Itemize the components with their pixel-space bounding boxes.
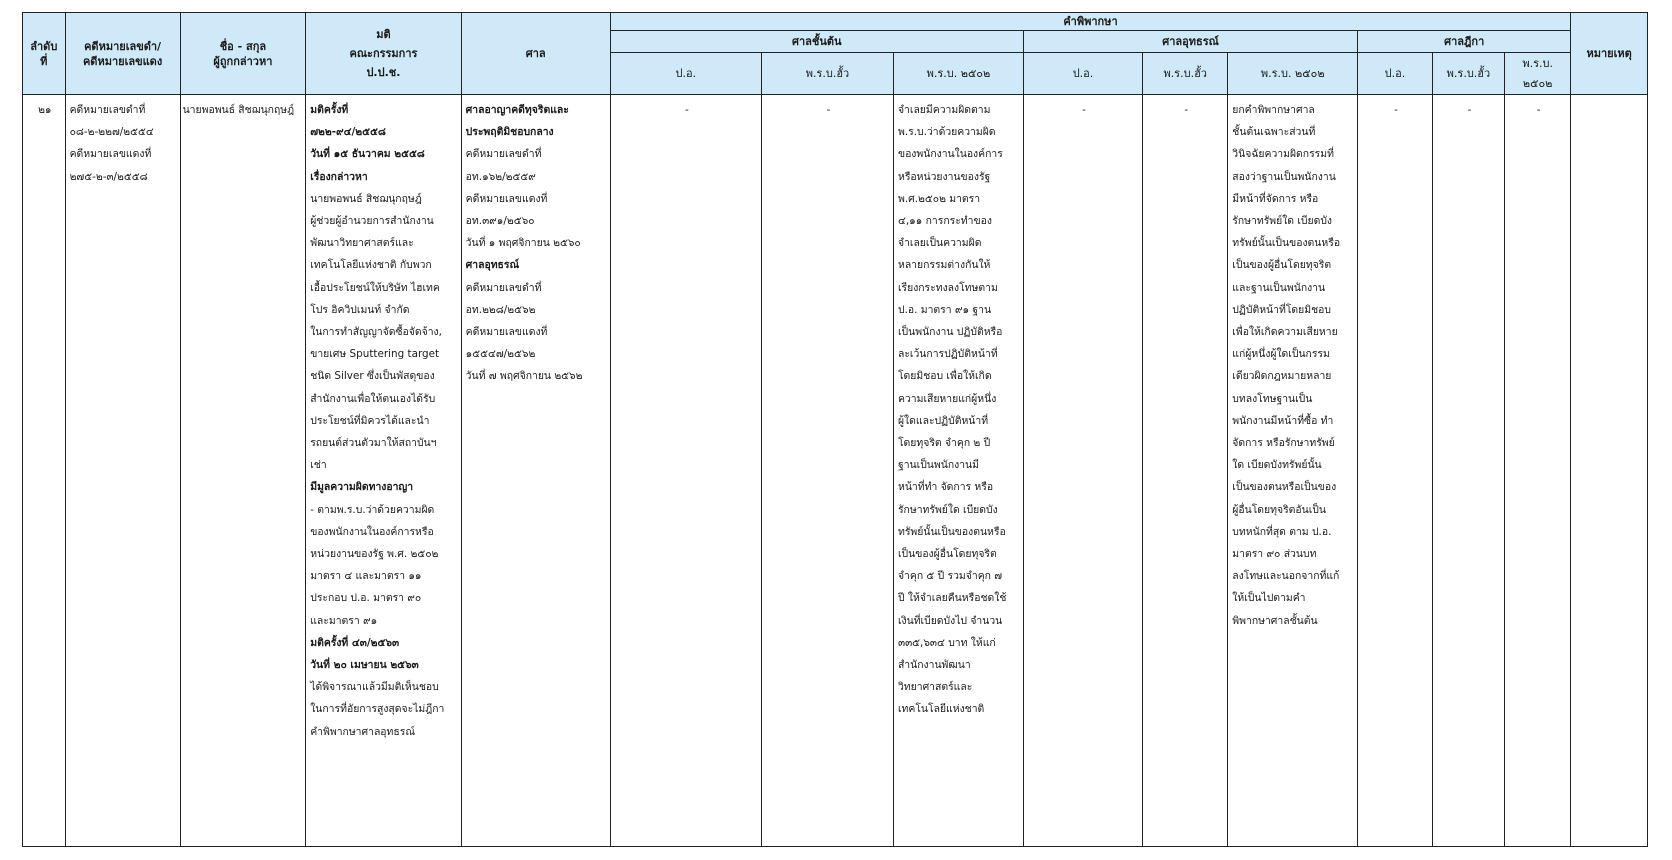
text-line: ผู้ช่วยผู้อำนวยการสำนักงาน <box>310 215 434 228</box>
text-line: มีหน้าที่จัดการ หรือ <box>1232 192 1319 205</box>
text-line: สองว่าฐานเป็นพนักงาน <box>1232 170 1336 183</box>
text-line: เป็นพนักงาน ปฏิบัติหรือ <box>897 326 1003 339</box>
text-line: ทรัพย์นั้นเป็นของตนหรือ <box>1232 237 1341 250</box>
text-line: ของพนักงานในองค์การ <box>897 148 1003 161</box>
text-line: บทลงโทษฐานเป็น <box>1232 392 1313 405</box>
text-line: จำเลยมีความผิดตาม <box>897 104 991 116</box>
text-line: เป็นของตนหรือเป็นของ <box>1232 481 1337 494</box>
text-line: อท.๑๖๒/๒๕๕๙ <box>465 170 536 183</box>
text-line: ขายเศษ Sputtering target <box>310 348 440 361</box>
text-line: จัดการ หรือรักษาทรัพย์ <box>1232 437 1335 450</box>
text-line: เดียวผิดกฎหมายหลาย <box>1232 370 1332 383</box>
text-line: รถยนต์ส่วนตัวมาให้สถาบันฯ <box>310 437 437 450</box>
header-resolution: มติ คณะกรรมการ ป.ป.ช. <box>306 13 461 95</box>
header-ap-act-2502: พ.ร.บ. ๒๕๐๒ <box>1228 53 1358 95</box>
text-line: ๓๓๕,๖๓๔ บาท ให้แก่ <box>897 636 996 649</box>
table-row <box>23 95 1648 847</box>
text-line: โปร อิควิปเมนท์ จำกัด <box>310 303 410 316</box>
text-line: วันที่ ๑๕ ธันวาคม ๒๕๕๘ <box>310 148 425 161</box>
header-fi-old-act: พ.ร.บ.ฮั้ว <box>761 53 893 95</box>
text-line: ปี ให้จำเลยคืนหรือชดใช้ <box>897 592 1007 605</box>
text-line: ทรัพย์นั้นเป็นของตนหรือ <box>897 525 1006 538</box>
cell-ap-old-act: - <box>1143 95 1228 847</box>
text-line: วันที่ ๗ พฤศจิกายน ๒๕๖๒ <box>465 370 583 383</box>
text-line: มาตรา ๔ และมาตรา ๑๑ <box>310 570 422 583</box>
text-line: ผู้อื่นโดยทุจริตอันเป็น <box>1232 503 1327 516</box>
text-line: ประพฤติมิชอบกลาง <box>465 126 554 139</box>
header-sc-act-2502: พ.ร.บ. ๒๕๐๒ <box>1505 53 1571 95</box>
text-line: สำนักงานเพื่อให้ตนเองได้รับ <box>310 392 436 405</box>
cell-no: ๒๑ <box>23 95 66 847</box>
cell-sc-old-act: - <box>1432 95 1504 847</box>
cell-remark <box>1571 95 1648 847</box>
text-line: บทหนักที่สุด ตาม ป.อ. <box>1232 525 1332 538</box>
text-line: ผู้ใดและปฏิบัติหน้าที่ <box>897 414 989 427</box>
text-line: ปฏิบัติหน้าที่โดยมิชอบ <box>1232 303 1332 316</box>
text-line: ความเสียหายแก่ผู้หนึ่ง <box>897 392 997 405</box>
header-fi-criminal: ป.อ. <box>610 53 761 95</box>
text-line: ยกคำพิพากษาศาล <box>1232 104 1315 116</box>
text-line: - ตามพ.ร.บ.ว่าด้วยความผิด <box>310 503 435 516</box>
text-line: เทคโนโลยีแห่งชาติ <box>897 703 985 716</box>
text-line: เพื่อให้เกิดความเสียหาย <box>1232 326 1338 339</box>
cell-fi-criminal: - <box>610 95 761 847</box>
text-line: ชนิด Silver ซึ่งเป็นพัสดุของ <box>310 370 435 383</box>
text-line: พิพากษาศาลชั้นต้น <box>1232 614 1318 627</box>
cell-name: นายพอพนธ์ สิชฌนุกฤษฎ์ <box>180 95 306 847</box>
cell-fi-act-2502 <box>893 95 1023 847</box>
header-court: ศาล <box>461 13 610 95</box>
text-line: เช่า <box>310 459 327 472</box>
text-line: พนักงานมีหน้าที่ซื้อ ทำ <box>1232 414 1334 427</box>
text-line: ให้เป็นไปตามคำ <box>1232 592 1306 605</box>
text-line: คดีหมายเลขแดงที่ <box>465 326 548 339</box>
text-line: ประโยชน์ที่มิควรได้และนำ <box>310 414 430 427</box>
text-line: พ.ร.บ.ว่าด้วยความผิด <box>897 126 996 139</box>
text-line: และมาตรา ๙๑ <box>310 614 378 627</box>
header-case-no: คดีหมายเลขดำ/ คดีหมายเลขแดง <box>65 13 180 95</box>
cell-ap-criminal: - <box>1023 95 1142 847</box>
text-line: ป.อ. มาตรา ๙๑ ฐาน <box>897 303 992 316</box>
header-sc-criminal: ป.อ. <box>1358 53 1433 95</box>
text-line: พ.ศ.๒๕๐๒ มาตรา <box>897 192 981 205</box>
text-line: เรื่องกล่าวหา <box>310 170 368 183</box>
text-line: คดีหมายเลขดำที่ <box>465 281 542 294</box>
cell-resolution <box>306 95 461 847</box>
cell-case-no: คดีหมายเลขดำที่ ๐๘-๒-๒๒๗/๒๕๕๔ คดีหมายเลขแดงที่ ๒๗๕-๒-๓/๒๕๕๘ <box>65 95 180 847</box>
header-supreme: ศาลฎีกา <box>1358 31 1571 53</box>
text-line: วิทยาศาสตร์และ <box>897 681 973 694</box>
text-line: มติครั้งที่ <box>310 104 349 116</box>
text-line: ๑๕๕๔๗/๒๕๖๒ <box>465 348 536 361</box>
header-judgment: คำพิพากษา <box>610 13 1570 31</box>
text-line: พัฒนาวิทยาศาสตร์และ <box>310 237 414 250</box>
header-fi-act-2502: พ.ร.บ. ๒๕๐๒ <box>893 53 1023 95</box>
text-line: มีมูลความผิดทางอาญา <box>310 481 414 494</box>
text-line: มาตรา ๙๐ ส่วนบท <box>1232 548 1317 561</box>
header-first-instance: ศาลชั้นต้น <box>610 31 1023 53</box>
text-line: คดีหมายเลขดำที่ <box>465 148 542 161</box>
text-line: รักษาทรัพย์ใด เบียดบัง <box>1232 215 1332 228</box>
text-line: รักษาทรัพย์ใด เบียดบัง <box>897 503 998 516</box>
text-line: ของพนักงานในองค์การหรือ <box>310 525 434 538</box>
header-appeal: ศาลอุทธรณ์ <box>1023 31 1357 53</box>
text-line: หรือหน่วยงานของรัฐ <box>897 170 991 183</box>
text-line: ๗๒๒-๙๔/๒๕๕๘ <box>310 126 386 139</box>
text-line: เอื้อประโยชน์ให้บริษัท ไฮเทค <box>310 281 440 294</box>
text-line: ได้พิจารณาแล้วมีมติเห็นชอบ <box>310 681 439 694</box>
text-line: และฐานเป็นพนักงาน <box>1232 281 1326 294</box>
cell-sc-criminal: - <box>1358 95 1433 847</box>
header-sc-old-act: พ.ร.บ.ฮั้ว <box>1432 53 1504 95</box>
text-line: หน่วยงานของรัฐ พ.ศ. ๒๕๐๒ <box>310 548 439 561</box>
text-line: เรียงกระทงลงโทษตาม <box>897 281 998 294</box>
text-line: คำพิพากษาศาลอุทธรณ์ <box>310 725 415 738</box>
text-line: อท.๓๙๑/๒๕๖๐ <box>465 215 535 228</box>
text-line: มติครั้งที่ ๔๓/๒๕๖๓ <box>310 636 400 649</box>
header-ap-criminal: ป.อ. <box>1023 53 1142 95</box>
text-line: ลงโทษและนอกจากที่แก้ <box>1232 570 1340 583</box>
text-line: สำนักงานพัฒนา <box>897 659 971 672</box>
text-line: ชั้นต้นเฉพาะส่วนที่ <box>1232 126 1316 139</box>
header-ap-old-act: พ.ร.บ.ฮั้ว <box>1143 53 1228 95</box>
cell-court <box>461 95 610 847</box>
text-line: เงินที่เบียดบังไป จำนวน <box>897 614 1003 627</box>
text-line: อท.๒๒๘/๒๕๖๒ <box>465 303 536 316</box>
text-line: คดีหมายเลขแดงที่ <box>465 192 548 205</box>
text-line: ในการทำสัญญาจัดซื้อจัดจ้าง, <box>310 326 442 339</box>
text-line: ละเว้นการปฏิบัติหน้าที่ <box>897 348 998 361</box>
text-line: โดยทุจริต จำคุก ๒ ปี <box>897 437 991 450</box>
header-no: ลำดับ ที่ <box>23 13 66 95</box>
text-line: ฐานเป็นพนักงานมี <box>897 459 979 472</box>
text-line: ศาลอาญาคดีทุจริตและ <box>465 104 569 116</box>
text-line: เป็นของผู้อื่นโดยทุจริต <box>1232 259 1332 272</box>
text-line: ใด เบียดบังทรัพย์นั้น <box>1232 459 1322 472</box>
text-line: ในการที่อัยการสูงสุดจะไม่ฎีกา <box>310 703 445 716</box>
text-line: ศาลอุทธรณ์ <box>465 259 520 272</box>
judgment-table-sheet <box>22 12 1648 847</box>
judgment-table <box>22 12 1648 847</box>
text-line: เป็นของผู้อื่นโดยทุจริต <box>897 548 997 561</box>
header-name: ชื่อ - สกุล ผู้ถูกกล่าวหา <box>180 13 306 95</box>
cell-fi-old-act: - <box>761 95 893 847</box>
cell-ap-act-2502 <box>1228 95 1358 847</box>
text-line: วันที่ ๒๐ เมษายน ๒๕๖๓ <box>310 659 419 672</box>
text-line: จำเลยเป็นความผิด <box>897 237 982 250</box>
text-line: ๔,๑๑ การกระทำของ <box>897 215 992 228</box>
text-line: หน้าที่ทำ จัดการ หรือ <box>897 481 994 494</box>
text-line: จำคุก ๕ ปี รวมจำคุก ๗ <box>897 570 1003 583</box>
cell-sc-act-2502: - <box>1505 95 1571 847</box>
text-line: โดยมิชอบ เพื่อให้เกิด <box>897 370 992 383</box>
text-line: ประกอบ ป.อ. มาตรา ๙๐ <box>310 592 422 605</box>
text-line: เทคโนโลยีแห่งชาติ กับพวก <box>310 259 432 272</box>
text-line: หลายกรรมต่างกันให้ <box>897 259 991 272</box>
text-line: นายพอพนธ์ สิชฌนุกฤษฎ์ <box>310 192 422 205</box>
text-line: วินิจฉัยความผิดกรรมที่ <box>1232 148 1334 161</box>
text-line: วันที่ ๑ พฤศจิกายน ๒๕๖๐ <box>465 237 581 250</box>
text-line: แก่ผู้หนึ่งผู้ใดเป็นกรรม <box>1232 348 1330 361</box>
header-remark: หมายเหตุ <box>1571 13 1648 95</box>
